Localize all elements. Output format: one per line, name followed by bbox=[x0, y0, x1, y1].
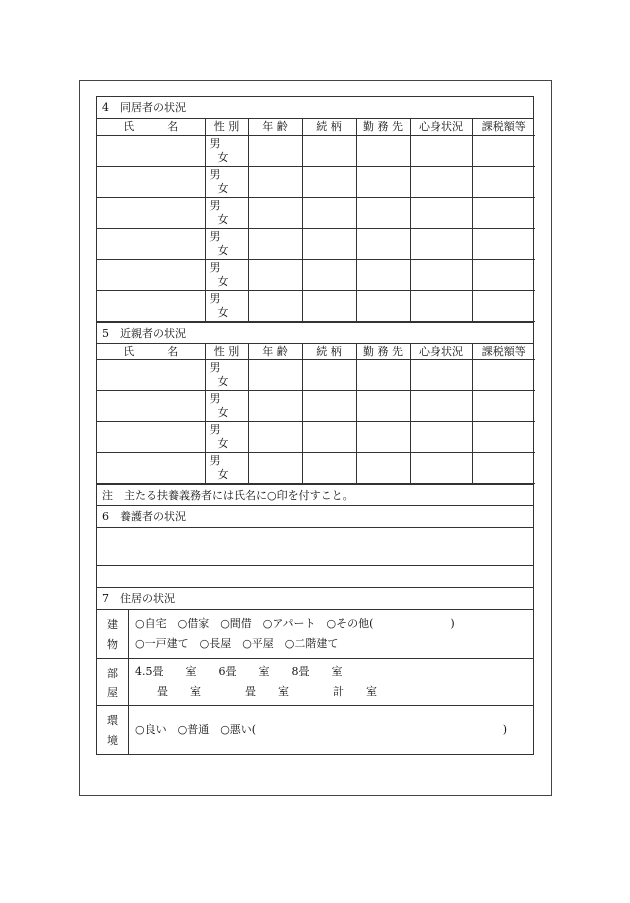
room-label bbox=[97, 659, 129, 705]
building-style-options[interactable]: ○一戸建て ○長屋 ○平屋 ○二階建て bbox=[135, 637, 339, 650]
sex-cell[interactable] bbox=[205, 290, 248, 321]
relation-cell[interactable] bbox=[302, 360, 356, 391]
tax-cell[interactable] bbox=[472, 391, 535, 422]
room-label-top: 部 bbox=[107, 666, 118, 680]
sex-cell[interactable] bbox=[205, 228, 248, 259]
room-line-2[interactable]: 畳 室 畳 室 計 室 bbox=[135, 685, 377, 698]
sex-male-option[interactable]: 男 bbox=[209, 361, 221, 374]
sex-cell[interactable] bbox=[205, 166, 248, 197]
household-survey-form bbox=[96, 96, 534, 755]
relation-cell[interactable] bbox=[302, 197, 356, 228]
condition-cell[interactable] bbox=[410, 259, 472, 290]
environment-close-paren: ) bbox=[502, 723, 507, 736]
relation-cell[interactable] bbox=[302, 290, 356, 321]
condition-cell[interactable] bbox=[410, 228, 472, 259]
building-label bbox=[97, 610, 129, 658]
sex-female-option[interactable]: 女 bbox=[217, 212, 229, 226]
workplace-cell[interactable] bbox=[356, 453, 410, 484]
col-condition: 心身状況 bbox=[410, 344, 472, 360]
col-relation: 続 柄 bbox=[302, 344, 356, 360]
tax-cell[interactable] bbox=[472, 228, 535, 259]
col-workplace: 勤 務 先 bbox=[356, 119, 410, 135]
age-cell[interactable] bbox=[248, 166, 302, 197]
sex-cell[interactable] bbox=[205, 391, 248, 422]
sex-female-option[interactable]: 女 bbox=[217, 437, 229, 450]
col-condition: 心身状況 bbox=[410, 119, 472, 135]
building-label-bottom: 物 bbox=[107, 638, 118, 651]
environment-label bbox=[97, 706, 129, 754]
condition-cell[interactable] bbox=[410, 166, 472, 197]
section4-title: 4 同居者の状況 bbox=[97, 97, 533, 119]
col-age: 年 齢 bbox=[248, 119, 302, 135]
tax-cell[interactable] bbox=[472, 135, 535, 166]
condition-cell[interactable] bbox=[410, 290, 472, 321]
col-sex: 性 別 bbox=[205, 119, 248, 135]
building-row bbox=[97, 610, 533, 659]
sex-cell[interactable] bbox=[205, 360, 248, 391]
relation-cell[interactable] bbox=[302, 453, 356, 484]
sex-female-option[interactable]: 女 bbox=[217, 406, 229, 419]
relation-cell[interactable] bbox=[302, 259, 356, 290]
caregiver-field[interactable] bbox=[97, 528, 533, 566]
tax-cell[interactable] bbox=[472, 453, 535, 484]
condition-cell[interactable] bbox=[410, 135, 472, 166]
condition-cell[interactable] bbox=[410, 360, 472, 391]
sex-male-option[interactable]: 男 bbox=[209, 454, 221, 467]
name-cell[interactable] bbox=[97, 197, 205, 228]
age-cell[interactable] bbox=[248, 360, 302, 391]
sex-cell[interactable] bbox=[205, 259, 248, 290]
age-cell[interactable] bbox=[248, 197, 302, 228]
condition-cell[interactable] bbox=[410, 422, 472, 453]
sex-female-option[interactable]: 女 bbox=[217, 150, 229, 164]
sex-male-option[interactable]: 男 bbox=[209, 423, 221, 436]
tax-cell[interactable] bbox=[472, 259, 535, 290]
table-row bbox=[97, 228, 535, 259]
room-label-bottom: 屋 bbox=[107, 685, 118, 699]
sex-female-option[interactable]: 女 bbox=[217, 274, 229, 288]
age-cell[interactable] bbox=[248, 228, 302, 259]
workplace-cell[interactable] bbox=[356, 259, 410, 290]
age-cell[interactable] bbox=[248, 453, 302, 484]
sex-male-option[interactable]: 男 bbox=[209, 229, 221, 243]
tax-cell[interactable] bbox=[472, 197, 535, 228]
name-cell[interactable] bbox=[97, 259, 205, 290]
relation-cell[interactable] bbox=[302, 166, 356, 197]
condition-cell[interactable] bbox=[410, 391, 472, 422]
table-row bbox=[97, 259, 535, 290]
col-name: 氏 名 bbox=[97, 119, 205, 135]
workplace-cell[interactable] bbox=[356, 422, 410, 453]
table-row bbox=[97, 135, 535, 166]
table-row bbox=[97, 166, 535, 197]
sex-cell[interactable] bbox=[205, 453, 248, 484]
table-row bbox=[97, 290, 535, 321]
col-relation: 続 柄 bbox=[302, 119, 356, 135]
workplace-cell[interactable] bbox=[356, 197, 410, 228]
table-row bbox=[97, 391, 535, 422]
workplace-cell[interactable] bbox=[356, 135, 410, 166]
sex-cell[interactable] bbox=[205, 135, 248, 166]
name-cell[interactable] bbox=[97, 422, 205, 453]
workplace-cell[interactable] bbox=[356, 166, 410, 197]
building-options bbox=[129, 610, 533, 658]
age-cell[interactable] bbox=[248, 391, 302, 422]
name-cell[interactable] bbox=[97, 166, 205, 197]
relative-table bbox=[97, 344, 535, 485]
name-cell[interactable] bbox=[97, 228, 205, 259]
sex-male-option[interactable]: 男 bbox=[209, 260, 221, 274]
col-age: 年 齢 bbox=[248, 344, 302, 360]
note-text: 注 主たる扶養義務者には氏名に○印を付すこと。 bbox=[97, 484, 533, 506]
tax-cell[interactable] bbox=[472, 422, 535, 453]
table-row bbox=[97, 422, 535, 453]
sex-male-option[interactable]: 男 bbox=[209, 291, 221, 305]
section-spacer bbox=[97, 566, 533, 588]
name-cell[interactable] bbox=[97, 290, 205, 321]
sex-female-option[interactable]: 女 bbox=[217, 305, 229, 319]
environment-label-top: 環 bbox=[107, 714, 118, 727]
tax-cell[interactable] bbox=[472, 166, 535, 197]
col-tax: 課税額等 bbox=[472, 119, 535, 135]
sex-male-option[interactable]: 男 bbox=[209, 136, 221, 150]
cohabitant-table bbox=[97, 119, 535, 322]
relation-cell[interactable] bbox=[302, 228, 356, 259]
environment-choice[interactable]: ○良い ○普通 ○悪い( bbox=[135, 723, 257, 736]
workplace-cell[interactable] bbox=[356, 391, 410, 422]
table-row bbox=[97, 453, 535, 484]
sex-female-option[interactable]: 女 bbox=[217, 375, 229, 388]
room-line-1[interactable]: 4.5畳 室 6畳 室 8畳 室 bbox=[135, 665, 343, 678]
environment-row bbox=[97, 706, 533, 754]
age-cell[interactable] bbox=[248, 259, 302, 290]
cohabitant-header-row bbox=[97, 119, 535, 135]
room-row bbox=[97, 659, 533, 706]
workplace-cell[interactable] bbox=[356, 228, 410, 259]
section7-title: 7 住居の状況 bbox=[97, 588, 533, 610]
sex-male-option[interactable]: 男 bbox=[209, 198, 221, 212]
sex-female-option[interactable]: 女 bbox=[217, 181, 229, 195]
condition-cell[interactable] bbox=[410, 453, 472, 484]
relative-header-row bbox=[97, 344, 535, 360]
sex-female-option[interactable]: 女 bbox=[217, 243, 229, 257]
age-cell[interactable] bbox=[248, 290, 302, 321]
relation-cell[interactable] bbox=[302, 391, 356, 422]
col-name: 氏 名 bbox=[97, 344, 205, 360]
sex-cell[interactable] bbox=[205, 422, 248, 453]
tax-cell[interactable] bbox=[472, 290, 535, 321]
building-label-top: 建 bbox=[107, 618, 118, 631]
col-workplace: 勤 務 先 bbox=[356, 344, 410, 360]
age-cell[interactable] bbox=[248, 422, 302, 453]
workplace-cell[interactable] bbox=[356, 360, 410, 391]
sex-male-option[interactable]: 男 bbox=[209, 167, 221, 181]
name-cell[interactable] bbox=[97, 391, 205, 422]
relation-cell[interactable] bbox=[302, 422, 356, 453]
relative-rows bbox=[97, 360, 535, 484]
section5-title: 5 近親者の状況 bbox=[97, 322, 533, 344]
sex-male-option[interactable]: 男 bbox=[209, 392, 221, 405]
section6-title: 6 養護者の状況 bbox=[97, 506, 533, 528]
tax-cell[interactable] bbox=[472, 360, 535, 391]
name-cell[interactable] bbox=[97, 135, 205, 166]
sex-female-option[interactable]: 女 bbox=[217, 468, 229, 481]
name-cell[interactable] bbox=[97, 453, 205, 484]
age-cell[interactable] bbox=[248, 135, 302, 166]
room-details bbox=[129, 659, 533, 705]
col-tax: 課税額等 bbox=[472, 344, 535, 360]
cohabitant-rows bbox=[97, 135, 535, 321]
condition-cell[interactable] bbox=[410, 197, 472, 228]
table-row bbox=[97, 360, 535, 391]
environment-options bbox=[129, 706, 533, 754]
workplace-cell[interactable] bbox=[356, 290, 410, 321]
building-type-options[interactable]: ○自宅 ○借家 ○間借 ○アパート ○その他( ) bbox=[135, 617, 455, 630]
relation-cell[interactable] bbox=[302, 135, 356, 166]
environment-label-bottom: 境 bbox=[107, 734, 118, 747]
name-cell[interactable] bbox=[97, 360, 205, 391]
sex-cell[interactable] bbox=[205, 197, 248, 228]
table-row bbox=[97, 197, 535, 228]
col-sex: 性 別 bbox=[205, 344, 248, 360]
